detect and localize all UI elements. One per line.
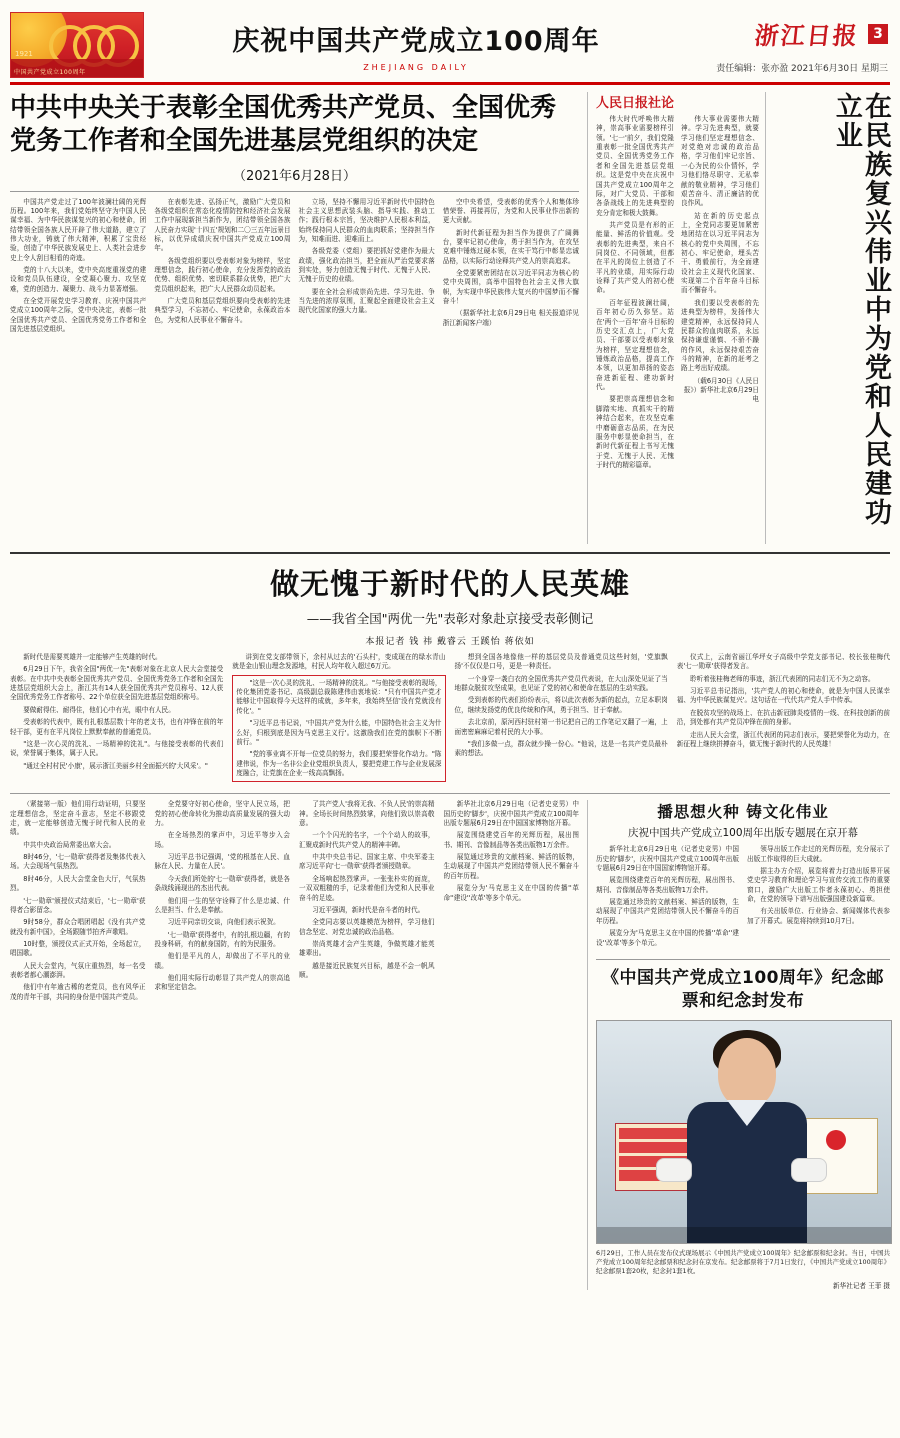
paragraph: 领导出版工作走过的光辉历程，充分展示了出版工作取得的巨大成就。 <box>747 845 890 863</box>
paragraph: 各级党组织要以受表彰对象为榜样，坚定理想信念，践行初心使命，充分发挥党的政治优势、组织优势、密切联系群众优势，把广大党员组织起来，把广大人民群众动员起来。 <box>154 256 291 293</box>
paragraph: 他们用实际行动彰显了共产党人的崇高追求和坚定信念。 <box>154 974 290 992</box>
paragraph: 聆听着张桂梅老师的事迹，浙江代表团的同志们无不为之动容。 <box>689 674 875 683</box>
paragraph: '七一勋章'获得者中，有的扎根边疆，有的投身科研，有的献身国防，有的为民服务。 <box>154 930 290 948</box>
paragraph: 一个身穿一袭白衣的全国优秀共产党员代表说，在大山深处见证了当地群众脱贫攻坚成果，也见证了党的初心和使命在基层的生动实践。 <box>454 674 668 693</box>
paragraph: 站在新的历史起点上，全党同志要更加紧密地团结在以习近平同志为核心的党中央周围，不忘初心、牢记使命，埋头苦干、勇毅前行，为全面建设社会主义现代化国家、实现第二个百年奋斗目标而不懈奋斗。 <box>681 211 759 295</box>
decision-column-1 <box>10 198 146 338</box>
gloved-hand-left <box>656 1158 692 1182</box>
editorial-column-1 <box>596 115 674 473</box>
paragraph: 想到全国各地像他一样的基层党员及普通党员这些时刻，'党旗飘扬'不仅仅是口号，更是一种责任。 <box>454 653 668 671</box>
paragraph: "这是一次心灵的洗礼、一场精神的洗礼。"与他接受表彰的现场，传化集团党委书记、高级副总裁陈建伟由衷地说："只有中国共产党才能够让中国取得今天这样的成就，多年来，我始终坚信'没有党就没有传化'。" <box>236 678 442 715</box>
paragraph: 我们要以受表彰的先进典型为榜样，发扬伟大建党精神，永远保持同人民群众的血肉联系，永远保持谦虚谨慎、不骄不躁的作风，永远保持艰苦奋斗的精神，在新的赶考之路上考出好成绩。 <box>681 298 759 373</box>
paragraph: 展览围绕建党百年的光辉历程，展出图书、期刊、音像制品等各类出版物1万余件。 <box>596 876 739 894</box>
paragraph: 新华社北京6月29日电（记者史竞男）中国历史的'脚步'，庆祝中国共产党成立100周年出版专题展6月29日在中国国家博物馆开幕。 <box>443 800 579 828</box>
masthead <box>10 8 890 85</box>
expo-column-1 <box>596 845 739 951</box>
paragraph: 新华社北京6月29日电（记者史竞男）中国历史的'脚步'，庆祝中国共产党成立100周年出版专题展6月29日在中国国家博物馆开幕。 <box>596 845 739 873</box>
paragraph: 习近平总书记指出，'共产党人的初心和使命，就是为中国人民谋幸福、为中华民族谋复兴'。这句话在一代代共产党人手中传承。 <box>676 687 890 705</box>
highlighted-quote-box <box>232 675 445 783</box>
feature-column-2 <box>232 653 445 785</box>
paper-name-english: ZHEJIANG DAILY <box>363 62 469 72</box>
masthead-center <box>144 19 688 72</box>
continued-column-3 <box>299 800 435 1289</box>
stamps-photo <box>596 1020 892 1244</box>
paragraph: 要在全社会形成崇尚先进、学习先进、争当先进的浓厚氛围，汇聚起全面建设社会主义现代化国家的强大力量。 <box>298 287 435 315</box>
decision-headline: 中共中央关于表彰全国优秀共产党员、全国优秀党务工作者和全国先进基层党组织的决定 <box>10 93 557 157</box>
paragraph: 在全场热烈的掌声中，习近平等步入会场。 <box>154 831 290 849</box>
editorial-body <box>596 92 765 544</box>
source-note: （据新华社北京6月29日电 相关报道详见浙江新闻客户端） <box>442 309 579 327</box>
anniversary-emblem-icon <box>10 12 144 78</box>
masthead-right <box>688 16 890 74</box>
paragraph: 一个个闪光的名字，一个个动人的故事，汇聚成新时代共产党人的精神丰碑。 <box>299 831 435 849</box>
lower-section <box>10 793 890 1289</box>
paragraph: 共产党员是有形的正能量、鲜活的价值观。受表彰的先进典型，来自不同岗位、不同领域，但都在平凡的岗位上创造了不平凡的业绩，用实际行动诠释了共产党人的初心使命。 <box>596 220 674 295</box>
feature-column-3 <box>455 653 668 785</box>
paragraph: 各级党委（党组）要把抓好党建作为最大政绩，强化政治担当，把全面从严治党要求落到实处，努力创造无愧于时代、无愧于人民、无愧于历史的业绩。 <box>298 247 435 284</box>
paragraph: 8时46分，'七一勋章'获得者及集体代表入场。大会现场气氛热烈。 <box>10 853 146 871</box>
paragraph: 10时整，颁授仪式正式开始，全场起立，唱国歌。 <box>10 939 146 958</box>
editorial-section <box>588 92 890 544</box>
paragraph: （紧接第一版）他们用行动证明，只要坚定理想信念，坚定奋斗意志，坚定不移跟党走，就一定能够创造无愧于时代和人民的业绩。 <box>10 800 146 837</box>
paragraph: 展览通过珍贵的文献档案、鲜活的版物，生动展现了中国共产党团结带领人民不懈奋斗的百年历程。 <box>443 853 579 880</box>
paragraph: '七一勋章'颁授仪式结束后，'七一勋章'获得者合影留念。 <box>10 896 146 914</box>
paragraph: 仪式上，云南省丽江华坪女子高级中学党支部书记、校长张桂梅代表'七一勋章'获得者发言。 <box>676 653 890 671</box>
paragraph: 人民大会堂内，气氛庄重热烈，每一名受表彰者都心潮澎湃。 <box>10 961 146 980</box>
editorial-vertical-title: 在民族复兴伟业中为党和人民建功立业 <box>765 92 890 544</box>
paragraph: 要做耐得住、耐得住，他们心中有光，眼中有人民。 <box>23 705 175 714</box>
feature-columns <box>10 653 890 785</box>
celebration-title: 庆祝中国共产党成立100周年 <box>232 25 600 57</box>
paragraph: 有关出版单位、行业协会、新闻媒体代表参加了开幕式。展览将持续到10月7日。 <box>747 907 890 925</box>
paragraph: 要把崇高理想信念和脚踏实地、真抓实干的精神结合起来，在攻坚克难中磨砺意志品质，在为民服务中彰显使命担当，在新时代新征程上书写无愧于党、无愧于人民、无愧于时代的精彩篇章。 <box>596 395 674 469</box>
paragraph: 展览围绕建党百年的光辉历程，展出图书、期刊、音像制品等各类出版物1万余件。 <box>443 831 579 849</box>
right-rail <box>588 800 890 1289</box>
paragraph: 习近平总书记强调，'党的根基在人民、血脉在人民、力量在人民'。 <box>154 853 290 871</box>
expo-headline: 播思想火种 铸文化伟业 <box>657 803 829 822</box>
paragraph: "通过全村村民'小康'，展示浙江美丽乡村全面振兴的'大风采'。" <box>23 761 208 770</box>
paragraph: 他们中有年逾古稀的老党员，也有风华正茂的青年干部，共同的身份是中国共产党员。 <box>10 983 146 1001</box>
edition-meta: 责任编辑：张亦盈 2021年6月30日 星期三 <box>716 64 888 74</box>
continued-column-2 <box>155 800 291 1289</box>
decision-date: （2021年6月28日） <box>233 168 356 184</box>
paragraph: 受表彰的代表中，既有扎根基层数十年的老支书，也有冲锋在前的年轻干部，更有在平凡岗位上默默奉献的普通党员。 <box>10 718 224 736</box>
editorial-label: 人民日报社论 <box>596 96 675 111</box>
gloved-hand-right <box>791 1158 827 1182</box>
paragraph: 空中央希望，受表彰的优秀个人和集体珍惜荣誉、再接再厉，为党和人民事业作出新的更大贡献。 <box>442 197 579 225</box>
divider <box>10 191 579 192</box>
party-emblem-icon <box>826 1130 846 1150</box>
paragraph: 伟大时代呼唤伟大精神，崇高事业需要榜样引领。'七一'前夕，我们党隆重表彰一批全国优秀共产党员、全国优秀党务工作者和全国先进基层党组织。这是党中央在庆祝中国共产党成立100周年之际，对广大党员、干部和各条战线上的先进典型的充分肯定和极大鼓舞。 <box>596 115 674 217</box>
paragraph: 全场响起热烈掌声。一张张朴实的面庞，一双双粗糙的手，记录着他们为党和人民事业奋斗的足迹。 <box>299 874 435 902</box>
stamps-headline: 《中国共产党成立100周年》纪念邮票和纪念封发布 <box>602 967 884 1011</box>
decision-column-2 <box>154 198 290 338</box>
expo-column-2 <box>747 845 890 951</box>
paragraph: "习近平总书记说，'中国共产党为什么能，中国特色社会主义为什么好，归根到底是因为马克思主义行'。这激励我们在党的旗帜下不断前行。" <box>236 719 442 746</box>
person-figure <box>703 1030 791 1243</box>
paragraph: 全党要守好初心使命，坚守人民立场，把党的初心使命转化为推动高质量发展的强大动力。 <box>154 800 290 828</box>
paragraph: 在脱贫攻坚的战场上、在抗击新冠肺炎疫情的一线、在科技创新的前沿，到处都有共产党员冲锋在前的身影。 <box>676 708 890 727</box>
continued-article <box>10 800 588 1289</box>
paragraph: 了共产党人'我将无我、不负人民'的崇高精神。全场长时间热烈鼓掌，向他们致以崇高敬意。 <box>299 800 435 828</box>
paragraph: 8时46分，人民大会堂金色大厅，气氛热烈。 <box>10 874 146 893</box>
paragraph: 伟大事业需要伟大精神。学习先进典型，就要学习他们坚定理想信念、对党绝对忠诚的政治品格，学习他们牢记宗旨、一心为民的公仆情怀，学习他们恪尽职守、无私奉献的敬业精神，学习他们艰苦奋斗、清正廉洁的优良作风。 <box>681 115 759 208</box>
continued-column-1 <box>10 800 146 1289</box>
paragraph: 去北京前，原河西村驻村第一书记把自己的工作笔记又翻了一遍，上面密密麻麻记着村民的大小事。 <box>454 718 668 736</box>
paragraph: 中共中央总书记、国家主席、中央军委主席习近平向'七一勋章'获得者颁授勋章。 <box>299 853 435 871</box>
editorial-column-2 <box>681 115 759 473</box>
paragraph: 今天我们所处的'七一勋章'获得者，就是各条战线涌现出的杰出代表。 <box>154 874 290 893</box>
photo-caption: 6月29日，工作人员在发布仪式现场展示《中国共产党成立100周年》纪念邮票和纪念封。当日，中国共产党成立100周年纪念邮票和纪念封在京发布。纪念邮票将于7月1日发行，《中国共产党成立100周年》纪念邮票1套20枚，纪念封1套1枚。 <box>596 1248 890 1276</box>
paragraph: 在全党开展党史学习教育、庆祝中国共产党成立100周年之际，党中央决定，表彰一批全国优秀共产党员、全国优秀党务工作者和全国先进基层党组织。 <box>10 297 147 334</box>
feature-byline: 本报记者 钱 祎 戴睿云 王蹊怡 蒋依如 <box>365 637 535 647</box>
paragraph: 党的十八大以来，党中央高度重视党的建设和党员队伍建设，全党凝心聚力、攻坚克难，党的创造力、凝聚力、战斗力显著增强。 <box>10 266 147 293</box>
paragraph: 崇尚英雄才会产生英雄，争做英雄才能英雄辈出。 <box>299 939 435 958</box>
paragraph: 全党要紧密团结在以习近平同志为核心的党中央周围，高举中国特色社会主义伟大旗帜，为实现中华民族伟大复兴的中国梦而不懈奋斗！ <box>442 269 579 306</box>
paragraph: 他们用一生的坚守诠释了什么是忠诚、什么是担当、什么是奉献。 <box>154 896 290 914</box>
paragraph: 新时代新征程为担当作为提供了广阔舞台，要牢记初心使命，勇于担当作为，在攻坚克难中锤炼过硬本领，在实干笃行中彰显忠诚品格，以实际行动诠释共产党人的崇高追求。 <box>442 228 579 265</box>
paragraph: 全党同志要以英雄模范为榜样，学习他们信念坚定、对党忠诚的政治品格。 <box>299 918 435 936</box>
paragraph: 展览分为'马克思主义在中国的传播''革命''建设''改革'等多个单元。 <box>596 929 739 947</box>
paragraph: 广大党员和基层党组织要向受表彰的先进典型学习，不忘初心、牢记使命，永葆政治本色，为党和人民事业不懈奋斗。 <box>154 297 291 324</box>
paragraph: 百年征程波澜壮阔，百年初心历久弥坚。站在'两个一百年'奋斗目标的历史交汇点上，广大党员、干部要以受表彰对象为榜样，坚定理想信念，锤炼政治品格，提高工作本领，以更加昂扬的姿态奋进新征程、建功新时代。 <box>596 298 674 392</box>
page-number-badge: 3 <box>868 24 888 44</box>
expo-subheadline: 庆祝中国共产党成立100周年出版专题展在京开幕 <box>627 827 859 840</box>
emblem-subtitle: 中国共产党成立100周年 <box>14 69 86 76</box>
paragraph: 9时58分，群众合唱团唱起《没有共产党就没有新中国》，全场跟随节拍齐声歌唱。 <box>10 918 146 936</box>
paragraph: 中国共产党走过了100年波澜壮阔的光辉历程。100年来，我们党始终坚守为中国人民谋幸福、为中华民族谋复兴的初心和使命，团结带领全国各族人民开辟了伟大道路，建立了伟大功业，铸就了伟大精神，积累了宝贵经验，创造了中华民族发展史上、人类社会进步史上令人刮目相看的奇迹。 <box>10 197 147 262</box>
paragraph: "这是一次心灵的洗礼、一场精神的洗礼"。与他接受表彰的代表们说，荣誉属于集体，属于人民。 <box>10 739 224 758</box>
source-note: （载6月30日《人民日报》）新华社北京6月29日电 <box>683 376 759 404</box>
feature-article <box>10 552 890 785</box>
paragraph: 在表彰先进、弘扬正气，激励广大党员和各级党组织在常态化疫情防控和经济社会发展工作中展现新担当新作为，团结带领全国各族人民奋力实现'十四五'规划和二〇三五年远景目标，以优异成绩庆祝中国共产党成立100周年。 <box>154 197 291 253</box>
photo-credit: 新华社记者 王菲 摄 <box>833 1281 890 1290</box>
continued-column-4 <box>444 800 580 1289</box>
decision-column-4 <box>443 198 579 338</box>
divider <box>596 959 890 960</box>
paragraph: 6月29日下午，我省全国"两优一先"表彰对象在北京人民大会堂接受表彰。在中共中央表彰全国优秀共产党员、全国优秀党务工作者和全国先进基层党组织大会上，浙江共有14人获全国优秀共产党员称号、12人获全国优秀党务工作者称号、22个单位获全国先进基层党组织称号。 <box>10 665 224 702</box>
paragraph: 他们是平凡的人，却做出了不平凡的业绩。 <box>154 952 290 970</box>
paragraph: 据主办方介绍，展览将着力打造出版界开展党史学习教育和理论学习与宣传交流工作的重要窗口，激励广大出版工作者永葆初心、勇担使命，在党的领导下谱写出版强国建设新篇章。 <box>747 867 890 904</box>
paragraph: 展览通过珍贵的文献档案、鲜活的版物，生动展现了中国共产党团结带领人民不懈奋斗的百年历程。 <box>596 898 739 925</box>
paragraph: 中共中央政治局常委出席大会。 <box>23 840 116 849</box>
feature-column-4 <box>677 653 890 785</box>
feature-column-1 <box>10 653 223 785</box>
paragraph: 走出人民大会堂，浙江代表团的同志们表示，要把荣誉化为动力，在新征程上继续拼搏奋斗，做无愧于新时代的人民英雄！ <box>676 730 890 748</box>
paper-nameplate: 浙江日报 <box>753 22 861 50</box>
paragraph: 讲到在党支部带领下，余村从过去的'石头村'，变成现在的绿水青山就是金山银山理念发源地，村民人均年收入超过6万元。 <box>232 653 446 671</box>
decision-article <box>10 92 588 544</box>
feature-subheadline: ——我省全国"两优一先"表彰对象赴京接受表彰侧记 <box>306 611 594 626</box>
paragraph: 越是接近民族复兴目标，越是不会一帆风顺。 <box>299 961 435 980</box>
paragraph: 习近平强调，新时代是奋斗者的时代。 <box>312 905 425 914</box>
paragraph: "我们多做一点，群众就少操一份心。"他说，这是一名共产党员最朴素的想法。 <box>454 739 668 758</box>
emblem-year: 1921 <box>15 50 33 58</box>
top-section <box>10 92 890 544</box>
paragraph: 新时代是需要英雄并一定能够产生英雄的时代。 <box>23 653 162 661</box>
paragraph: 受到表彰的代表们纷纷表示，将以此次表彰为新的起点，立足本职岗位，继续发扬党的优良传统和作风，勇于担当、甘于奉献。 <box>454 696 668 714</box>
decision-column-3 <box>299 198 435 338</box>
feature-headline: 做无愧于新时代的人民英雄 <box>269 567 630 601</box>
paragraph: 习近平同亲切交谈，向他们表示祝贺。 <box>167 918 280 927</box>
decision-columns <box>10 198 579 338</box>
paragraph: 立场，坚持不懈用习近平新时代中国特色社会主义思想武装头脑、指导实践、推动工作；践行根本宗旨，坚决维护人民根本利益，始终保持同人民群众的血肉联系；坚持担当作为，知难而进、迎难而上。 <box>298 197 435 243</box>
paragraph: "党的事业离不开每一位党员的努力，我们要把荣誉化作动力。"陈建伟说，作为一名非公企业党组织负责人，要把党建工作与企业发展深度融合，让党旗在企业一线高高飘扬。 <box>236 750 442 777</box>
paragraph: 展览分为'马克思主义在中国的传播''革命''建设''改革'等多个单元。 <box>443 884 579 902</box>
